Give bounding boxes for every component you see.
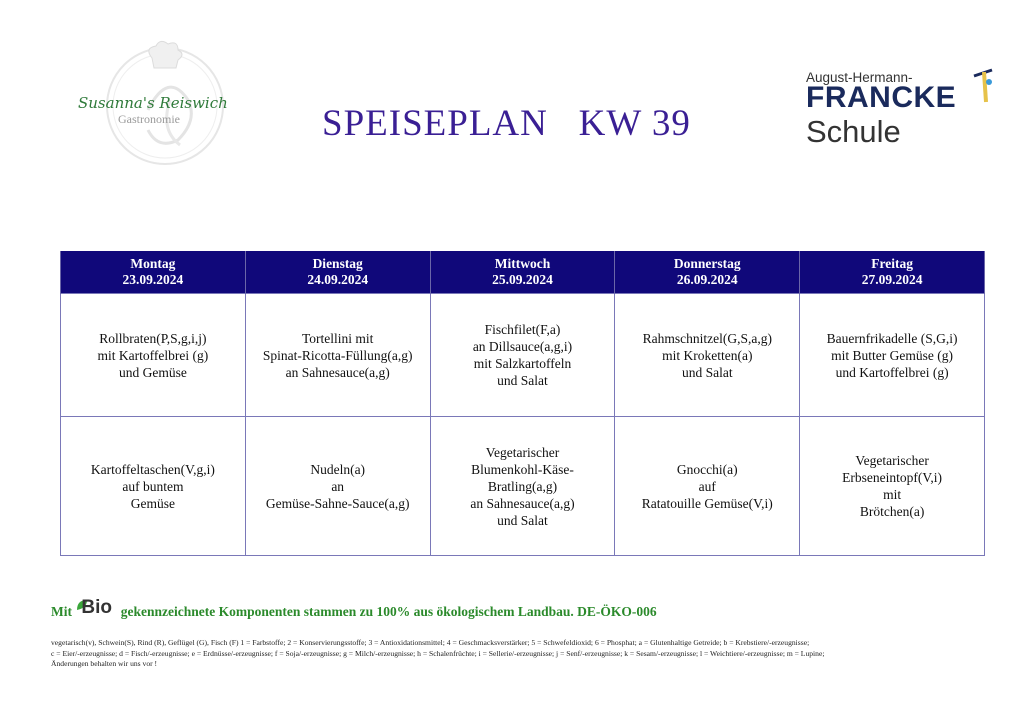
- day-header: Donnerstag 26.09.2024: [615, 251, 800, 294]
- menu-cell: Tortellini mit Spinat-Ricotta-Füllung(a,g) an Sahnesauce(a,g): [245, 294, 430, 417]
- bio-prefix: Mit: [51, 604, 72, 619]
- francke-schule-logo: [806, 70, 1006, 150]
- logo-script-text: Susanna's Reiswich: [78, 94, 228, 112]
- page-title: SPEISEPLAN KW 39: [322, 103, 691, 144]
- menu-cell: Fischfilet(F,a) an Dillsauce(a,g,i) mit Salzkartoffeln und Salat: [430, 294, 615, 417]
- legend-line: c = Eier/-erzeugnisse; d = Fisch/-erzeugnisse; e = Erdnüsse/-erzeugnisse; f = Soja/-erzeugnisse; g = Milch/-erzeugnisse; h = Schalenfrüchte; i = Sellerie/-erzeugnisse; j = Senf/-erzeugnisse; k = Sesam/-erzeugnisse; l = Weichtiere/-erzeugnisse; m = Lupine;: [51, 648, 825, 658]
- bio-logo-text: Bio: [81, 597, 112, 618]
- bio-logo: [75, 597, 117, 619]
- logo-right-top-text: August-Hermann-: [806, 70, 913, 85]
- menu-cell: Vegetarischer Blumenkohl-Käse- Bratling(a,g) an Sahnesauce(a,g) und Salat: [430, 417, 615, 556]
- menu-cell: Rahmschnitzel(G,S,a,g) mit Kroketten(a) und Salat: [615, 294, 800, 417]
- day-header: Mittwoch 25.09.2024: [430, 251, 615, 294]
- legend-line: vegetarisch(v), Schwein(S), Rind (R), Geflügel (G), Fisch (F) 1 = Farbstoffe; 2 = Konservierungsstoffe; 3 = Antioxidationsmittel; 4 = Geschmacksverstärker; 5 = Schwefeldioxid; 6 = Phosphat; a = Glutenhaltige Getreide; b = Krebstiere/-erzeugnisse;: [51, 638, 810, 647]
- logo-sub-text: Gastronomie: [118, 112, 180, 126]
- menu-cell: Nudeln(a) an Gemüse-Sahne-Sauce(a,g): [245, 417, 430, 556]
- francke-mark-icon: [970, 68, 996, 108]
- susannas-reiswich-logo: [78, 40, 248, 170]
- menu-cell: Vegetarischer Erbseneintopf(V,i) mit Brötchen(a): [800, 417, 985, 556]
- day-header: Montag 23.09.2024: [61, 251, 246, 294]
- logo-right-bottom-text: Schule: [806, 114, 901, 149]
- table-row: [61, 417, 985, 556]
- legend-line: Änderungen behalten wir uns vor !: [51, 659, 158, 668]
- bio-text: gekennzeichnete Komponenten stammen zu 100% aus ökologischem Landbau. DE-ÖKO-006: [120, 604, 657, 619]
- table-row: [61, 294, 985, 417]
- menu-cell: Gnocchi(a) auf Ratatouille Gemüse(V,i): [615, 417, 800, 556]
- day-header: Freitag 27.09.2024: [800, 251, 985, 294]
- bio-notice: [51, 597, 657, 620]
- logo-right-mid-text: FRANCKE: [806, 81, 957, 114]
- menu-cell: Rollbraten(P,S,g,i,j) mit Kartoffelbrei (g) und Gemüse: [61, 294, 246, 417]
- allergen-legend: [51, 638, 824, 670]
- menu-cell: Bauernfrikadelle (S,G,i) mit Butter Gemüse (g) und Kartoffelbrei (g): [800, 294, 985, 417]
- day-header: Dienstag 24.09.2024: [245, 251, 430, 294]
- table-header-row: [61, 251, 985, 294]
- menu-cell: Kartoffeltaschen(V,g,i) auf buntem Gemüse: [61, 417, 246, 556]
- menu-table: [60, 251, 985, 556]
